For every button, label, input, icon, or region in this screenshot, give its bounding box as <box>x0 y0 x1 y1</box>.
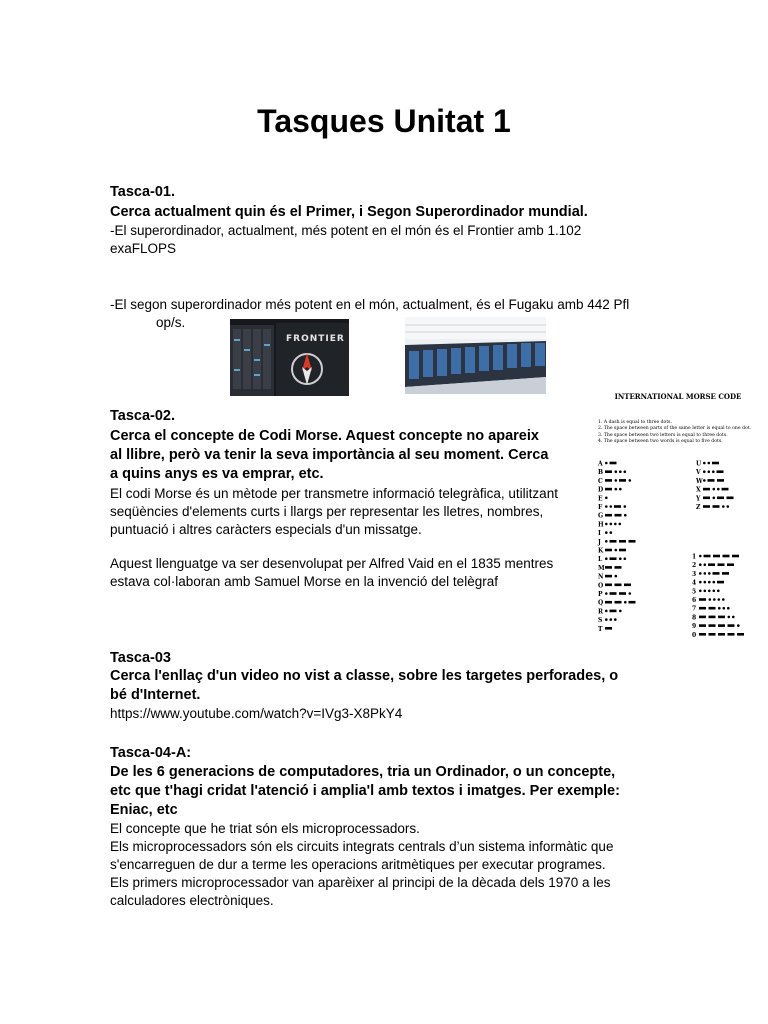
morse-letter-dash <box>610 610 617 613</box>
morse-letter-dot <box>624 557 627 560</box>
morse-number-dot <box>709 598 712 601</box>
morse-letter-dash <box>619 592 626 595</box>
morse-number-dash <box>718 624 725 627</box>
task-02-question-line-1: Cerca el concepte de Codi Morse. Aquest concepte no apareix <box>110 428 539 444</box>
morse-letter-dot <box>629 479 632 482</box>
fugaku-supercomputer-image <box>405 317 546 394</box>
morse-letter-char: C <box>598 477 603 485</box>
task-02-body2-line-2: estava col·laboran amb Samuel Morse en la invenció del telègraf <box>110 574 498 589</box>
morse-rule-1: 1. A dash is equal to three dots. <box>598 420 672 425</box>
task-01-answer-1-line-2: exaFLOPS <box>110 241 177 256</box>
morse-number-dash <box>722 572 729 575</box>
morse-letter-char: P <box>598 591 603 598</box>
task-04-body-line-4: Els primers microprocessador van aparèixer al principi de la dècada dels 1970 a les <box>110 875 611 890</box>
task-02-question-line-3: a quins anys es va emprar, etc. <box>110 466 324 482</box>
morse-number-dot <box>704 590 707 593</box>
morse-letter-dash <box>605 627 612 630</box>
morse-number-dash <box>713 555 720 558</box>
morse-number-dot <box>717 590 720 593</box>
morse-letter-dash <box>629 540 636 543</box>
morse-letter-char: S <box>598 617 603 625</box>
morse-number-dot <box>737 624 740 627</box>
morse-letter-dash <box>712 462 719 465</box>
morse-letter-char: O <box>598 582 604 590</box>
morse-letter-dash <box>605 575 612 578</box>
morse-letter-char: B <box>598 469 604 477</box>
morse-number-dot <box>699 572 702 575</box>
morse-letter-dash <box>624 584 631 587</box>
morse-letter-char: N <box>598 573 604 581</box>
morse-letter-dot <box>727 505 730 508</box>
task-04-body-line-3: s'encarreguen de dur a terme les operacions aritmètiques per executar programes. <box>110 857 606 872</box>
morse-letter-char: H <box>598 521 604 529</box>
morse-letter-dash <box>629 601 636 604</box>
morse-letter-dash <box>615 601 622 604</box>
morse-number-dash <box>718 563 725 566</box>
morse-number-char: 7 <box>692 605 697 613</box>
morse-letter-dash <box>717 479 724 482</box>
task-04-question-line-1: De les 6 generacions de computadores, tria un Ordinador, o un concepte, <box>110 764 616 780</box>
task-01-answer-2-line-2: op/s. <box>156 315 186 330</box>
frontier-image-graphic <box>230 319 349 396</box>
morse-letter-dot <box>713 497 716 500</box>
morse-number-char: 1 <box>692 553 697 561</box>
task-01-heading: Tasca-01. <box>110 184 176 200</box>
morse-letter-dash <box>703 488 710 491</box>
morse-number-dot <box>704 572 707 575</box>
morse-letter-char: D <box>598 486 604 494</box>
task-02-body2-line-1: Aquest llenguatge va ser desenvolupat per Alfred Vaid en el 1835 mentres <box>110 556 554 571</box>
morse-number-dot <box>713 581 716 584</box>
morse-letter-char: T <box>598 625 603 633</box>
morse-letter-dash <box>713 505 720 508</box>
morse-number-dot <box>727 607 730 610</box>
morse-letter-dash <box>615 566 622 569</box>
morse-letter-char: U <box>696 460 702 468</box>
morse-chart-title: INTERNATIONAL MORSE CODE <box>614 392 742 401</box>
task-04-body-line-2: Els microprocessadors són els circuits integrats centrals d’un sistema informàtic que <box>110 839 614 854</box>
morse-letter-dash <box>727 497 734 500</box>
morse-letter-dot <box>605 505 608 508</box>
morse-number-dash <box>713 572 720 575</box>
morse-number-dot <box>713 598 716 601</box>
morse-code-chart-image <box>592 388 764 646</box>
morse-letter-dot <box>615 575 618 578</box>
morse-letter-dot <box>610 618 613 621</box>
morse-number-dash <box>699 633 706 636</box>
morse-letter-dot <box>605 610 608 613</box>
morse-number-dash <box>718 616 725 619</box>
morse-number-dash <box>717 581 724 584</box>
morse-letter-dot <box>629 592 632 595</box>
morse-number-char: 4 <box>692 579 697 587</box>
morse-letter-dot <box>624 505 627 508</box>
morse-letter-char: R <box>598 608 603 616</box>
morse-number-dot <box>722 598 725 601</box>
morse-letter-dot <box>605 540 608 543</box>
morse-number-dot <box>699 590 702 593</box>
morse-letter-char: E <box>598 495 603 503</box>
morse-letter-dot <box>624 601 627 604</box>
morse-letter-dot <box>619 610 622 613</box>
morse-letter-dot <box>615 470 618 473</box>
morse-number-char: 6 <box>692 597 697 604</box>
task-01-answer-1-line-1: -El superordinador, actualment, més potent en el món és el Frontier amb 1.102 <box>110 223 582 238</box>
morse-letter-char: X <box>696 486 701 494</box>
task-02-question-line-2: al llibre, però va tenir la seva importància al seu moment. Cerca <box>110 447 549 463</box>
morse-letter-dot <box>605 523 608 526</box>
morse-number-dash <box>699 624 706 627</box>
morse-letter-dot <box>619 470 622 473</box>
morse-number-dash <box>727 563 734 566</box>
morse-number-dash <box>709 607 716 610</box>
morse-letter-dot <box>624 514 627 517</box>
morse-letter-char: M <box>598 564 605 572</box>
morse-number-dot <box>704 581 707 584</box>
morse-letter-dot <box>605 462 608 465</box>
morse-letter-dash <box>708 479 715 482</box>
morse-number-dash <box>732 555 739 558</box>
morse-number-dot <box>699 563 702 566</box>
morse-letter-char: W <box>696 477 703 485</box>
task-02-body-line-2: seqüències d'elements curts i llargs per representar les lletres, nombres, <box>110 504 544 519</box>
task-01-answer-2-line-1: -El segon superordinador més potent en el món, actualment, és el Fugaku amb 442 Pfl <box>110 297 630 312</box>
morse-letter-dot <box>624 470 627 473</box>
morse-letter-dot <box>614 523 617 526</box>
morse-number-dash <box>709 616 716 619</box>
morse-letter-dot <box>605 618 608 621</box>
morse-number-dash <box>708 563 715 566</box>
morse-number-char: 0 <box>692 631 697 639</box>
morse-letter-dash <box>610 462 617 465</box>
morse-letter-dot <box>712 470 715 473</box>
morse-number-dot <box>718 607 721 610</box>
morse-letter-dash <box>610 557 617 560</box>
morse-number-dash <box>709 624 716 627</box>
task-03-question-line-2: bé d'Internet. <box>110 687 201 703</box>
morse-rule-4: 4. The space between two words is equal to five dots. <box>598 439 723 444</box>
morse-letter-char: K <box>598 547 604 555</box>
morse-number-dash <box>723 555 730 558</box>
morse-number-dash <box>699 607 706 610</box>
morse-number-char: 3 <box>692 570 697 578</box>
task-03-heading: Tasca-03 <box>110 650 171 666</box>
morse-number-dot <box>723 607 726 610</box>
frontier-supercomputer-image <box>230 319 349 396</box>
morse-number-dash <box>699 616 706 619</box>
morse-number-char: 2 <box>692 562 697 570</box>
morse-number-dot <box>713 590 716 593</box>
morse-letter-dash <box>605 479 612 482</box>
task-03-link[interactable]: https://www.youtube.com/watch?v=IVg3-X8PkY4 <box>110 706 403 721</box>
task-02-body-line-1: El codi Morse és un mètode per transmetre informació telegràfica, utilitzant <box>110 486 558 501</box>
morse-letter-char: Z <box>696 504 701 511</box>
morse-number-char: 8 <box>692 614 697 622</box>
morse-letter-dot <box>722 505 725 508</box>
task-04-body-line-5: calculadores electròniques. <box>110 893 274 908</box>
morse-letter-dash <box>619 540 626 543</box>
morse-letter-dash <box>605 601 612 604</box>
morse-letter-dash <box>605 470 612 473</box>
fugaku-image-graphic <box>405 317 546 394</box>
morse-letter-dot <box>708 462 711 465</box>
task-01-question: Cerca actualment quin és el Primer, i Segon Superordinador mundial. <box>110 204 588 220</box>
task-02-heading: Tasca-02. <box>110 408 176 424</box>
morse-letter-dot <box>619 488 622 491</box>
morse-letter-char: I <box>598 530 601 538</box>
morse-number-dash <box>699 598 706 601</box>
morse-letter-dot <box>717 488 720 491</box>
morse-number-char: 5 <box>692 588 697 596</box>
morse-letter-dash <box>610 540 617 543</box>
morse-letter-char: Y <box>696 495 701 503</box>
morse-letter-dash <box>703 505 710 508</box>
morse-letter-dot <box>708 470 711 473</box>
morse-letter-dot <box>614 618 617 621</box>
morse-letter-dot <box>619 523 622 526</box>
task-02-body-line-3: puntuació i altres caràcters especials d'un missatge. <box>110 522 422 537</box>
task-04-body-line-1: El concepte que he triat són els microprocessadors. <box>110 821 420 836</box>
morse-letter-dash <box>605 584 612 587</box>
morse-letter-dot <box>703 479 706 482</box>
morse-letter-dash <box>703 497 710 500</box>
morse-letter-dot <box>605 592 608 595</box>
task-04-question-line-2: etc que t'hagi cridat l'atenció i amplia'l amb textos i imatges. Per exemple: <box>110 783 620 799</box>
morse-letter-char: A <box>598 460 603 468</box>
morse-letter-dot <box>619 557 622 560</box>
morse-number-dot <box>718 598 721 601</box>
morse-number-dot <box>728 616 731 619</box>
morse-letter-dot <box>605 531 608 534</box>
morse-letter-dash <box>619 479 626 482</box>
morse-letter-dash <box>615 514 622 517</box>
task-04-heading: Tasca-04-A: <box>110 745 192 761</box>
morse-letter-dot <box>615 549 618 552</box>
morse-letter-dot <box>610 523 613 526</box>
morse-letter-dot <box>615 488 618 491</box>
morse-number-dot <box>699 581 702 584</box>
morse-letter-dot <box>605 497 608 500</box>
morse-letter-char: L <box>598 556 603 564</box>
morse-letter-dot <box>703 470 706 473</box>
morse-letter-dash <box>605 549 612 552</box>
morse-letter-dot <box>615 479 618 482</box>
morse-number-dash <box>728 624 735 627</box>
morse-number-dash <box>704 555 711 558</box>
morse-rule-3: 3. The space between two letters is equal to three dots. <box>598 433 728 438</box>
morse-letter-dot <box>703 462 706 465</box>
morse-letter-dot <box>713 488 716 491</box>
morse-number-dot <box>699 555 702 558</box>
morse-number-dot <box>708 590 711 593</box>
morse-number-char: 9 <box>692 623 697 631</box>
frontier-logo-text: FRONTIER <box>286 334 345 344</box>
morse-letter-dash <box>605 514 612 517</box>
task-03-question-line-1: Cerca l'enllaç d'un video no vist a classe, sobre les targetes perforades, o <box>110 668 619 684</box>
morse-letter-dash <box>615 584 622 587</box>
morse-number-dot <box>708 572 711 575</box>
morse-letter-dash <box>614 505 621 508</box>
morse-letter-dot <box>610 505 613 508</box>
morse-code-chart-graphic <box>592 388 764 646</box>
morse-letter-dash <box>717 497 724 500</box>
morse-letter-char: J <box>598 538 601 546</box>
page-title: Tasques Unitat 1 <box>257 103 511 139</box>
morse-number-dot <box>704 563 707 566</box>
morse-letter-dot <box>605 557 608 560</box>
morse-letter-char: Q <box>598 599 604 607</box>
morse-letter-char: G <box>598 512 604 520</box>
morse-number-dash <box>709 633 716 636</box>
morse-letter-dash <box>619 549 626 552</box>
morse-number-dash <box>737 633 744 636</box>
morse-rule-2: 2. The space between parts of the same letter is equal to one dot. <box>598 426 752 431</box>
morse-letter-dash <box>610 592 617 595</box>
morse-number-dot <box>732 616 735 619</box>
morse-letter-dash <box>717 470 724 473</box>
morse-letter-dash <box>605 488 612 491</box>
task-04-question-line-3: Eniac, etc <box>110 802 178 818</box>
morse-number-dash <box>728 633 735 636</box>
morse-number-dash <box>718 633 725 636</box>
morse-letter-dot <box>610 531 613 534</box>
morse-number-dot <box>708 581 711 584</box>
morse-letter-char: V <box>696 469 701 477</box>
morse-letter-dash <box>605 566 612 569</box>
morse-letter-char: F <box>598 504 603 511</box>
morse-letter-dash <box>722 488 729 491</box>
